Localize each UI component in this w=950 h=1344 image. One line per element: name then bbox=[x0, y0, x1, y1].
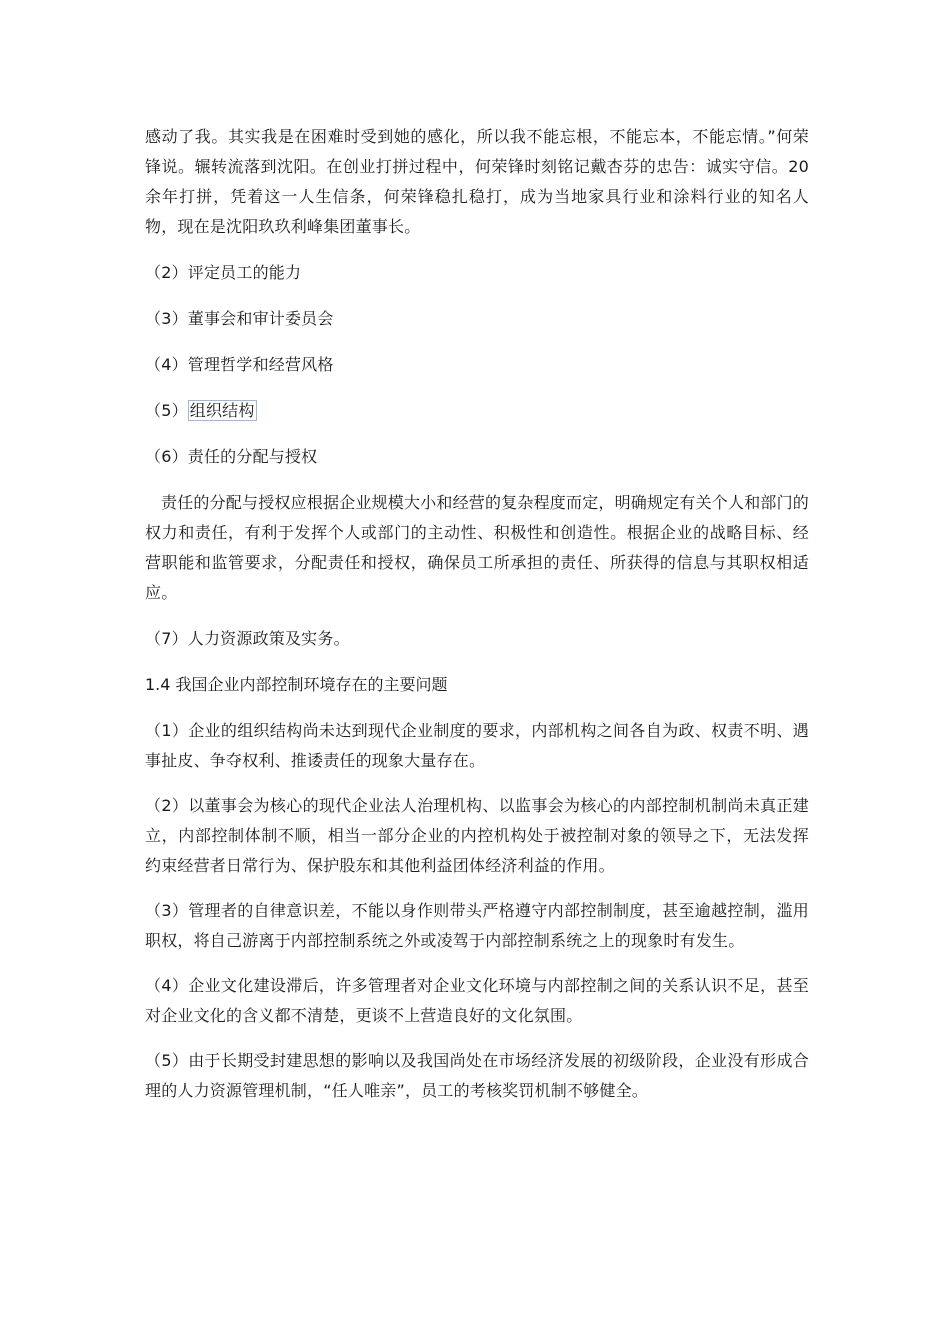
problem-paragraph-3: （3）管理者的自律意识差，不能以身作则带头严格遵守内部控制制度，甚至逾越控制，滥用职权，将自己游离于内部控制系统之外或凌驾于内部控制系统之上的现象时有发生。 bbox=[145, 901, 809, 950]
section-heading: 1.4 我国企业内部控制环境存在的主要问题 bbox=[145, 675, 448, 694]
item-text: 人力资源政策及实务。 bbox=[187, 629, 350, 648]
problem-paragraph-5: （5）由于长期受封建思想的影响以及我国尚处在市场经济发展的初级阶段，企业没有形成合理的人力资源管理机制，“任人唯亲”，员工的考核奖罚机制不够健全。 bbox=[145, 1051, 809, 1100]
list-item-6 bbox=[145, 442, 809, 472]
problem-paragraph-4: （4）企业文化建设滞后，许多管理者对企业文化环境与内部控制之间的关系认识不足，甚至对企业文化的含义都不清楚，更谈不上营造良好的文化氛围。 bbox=[145, 976, 809, 1025]
item-text: 管理哲学和经营风格 bbox=[187, 355, 334, 374]
item-text: 董事会和审计委员会 bbox=[187, 309, 334, 328]
responsibility-paragraph: 责任的分配与授权应根据企业规模大小和经营的复杂程度而定，明确规定有关个人和部门的权力和责任，有利于发挥个人或部门的主动性、积极性和创造性。根据企业的战略目标、经营职能和监管要求，分配责任和授权，确保员工所承担的责任、所获得的信息与其职权相适应。 bbox=[145, 493, 810, 602]
item-text: 评定员工的能力 bbox=[187, 263, 302, 282]
problem-paragraph-1: （1）企业的组织结构尚未达到现代企业制度的要求，内部机构之间各自为政、权责不明、遇事扯皮、争夺权利、推诿责任的现象大量存在。 bbox=[145, 721, 809, 770]
list-item-2 bbox=[145, 258, 809, 288]
item-number: （5） bbox=[145, 401, 188, 420]
list-item-5 bbox=[145, 396, 809, 426]
list-item-4 bbox=[145, 350, 809, 380]
list-item-7 bbox=[145, 624, 809, 654]
list-item-3 bbox=[145, 304, 809, 334]
organization-structure-link[interactable]: 组织结构 bbox=[189, 401, 255, 420]
item-number: （2） bbox=[145, 263, 188, 282]
document-body bbox=[145, 122, 809, 1106]
item-number: （6） bbox=[145, 447, 188, 466]
problem-paragraph-2: （2）以董事会为核心的现代企业法人治理机构、以监事会为核心的内部控制机制尚未真正建立，内部控制体制不顺，相当一部分企业的内控机构处于被控制对象的领导之下，无法发挥约束经营者日常行为、保护股东和其他利益团体经济利益的作用。 bbox=[145, 796, 809, 875]
item-number: （3） bbox=[145, 309, 188, 328]
item-number: （4） bbox=[145, 355, 188, 374]
intro-paragraph: 感动了我。其实我是在困难时受到她的感化，所以我不能忘根，不能忘本，不能忘情。”何荣锋说。辗转流落到沈阳。在创业打拼过程中，何荣锋时刻铭记戴杏芬的忠告：诚实守信。20余年打拼，凭着这一人生信条，何荣锋稳扎稳打，成为当地家具行业和涂料行业的知名人物，现在是沈阳玖玖利峰集团董事长。 bbox=[145, 127, 809, 236]
item-number: （7） bbox=[145, 629, 188, 648]
item-text: 责任的分配与授权 bbox=[187, 447, 318, 466]
